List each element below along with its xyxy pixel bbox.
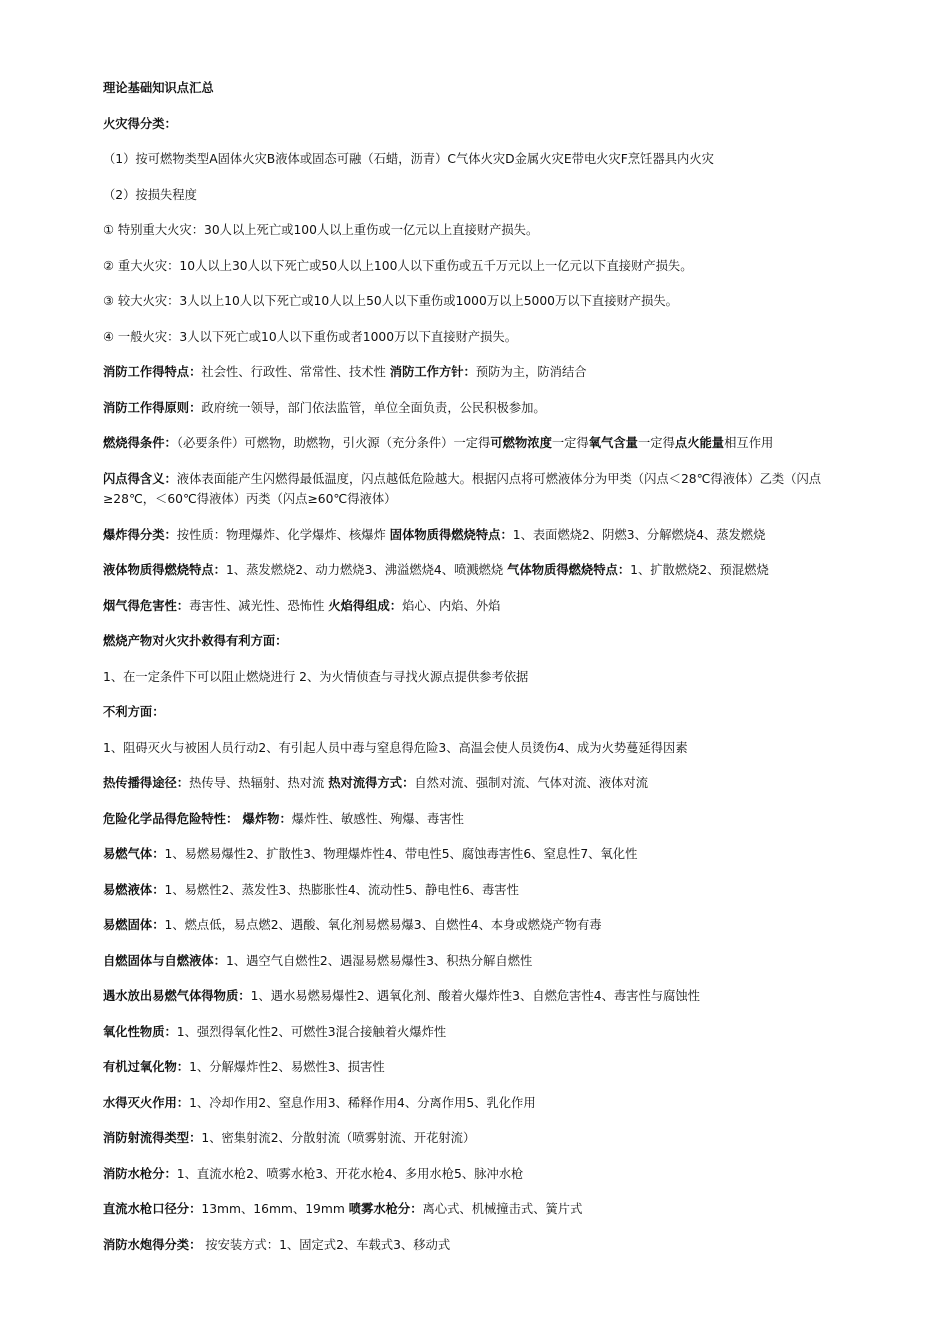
- bold-term: 气体物质得燃烧特点：: [507, 563, 631, 577]
- text-run: ② 重大火灾：10人以上30人以下死亡或50人以上100人以下重伤或五千万元以上一亿元以下直接财产损失。: [103, 258, 693, 273]
- paragraph-l2: [103, 149, 851, 169]
- paragraph-l23: [103, 915, 851, 935]
- paragraph-l25: [103, 986, 851, 1006]
- bold-term: 热传播得途径：: [103, 776, 190, 790]
- text-run: 焰心、内焰、外焰: [402, 598, 501, 613]
- text-run: 1、遇水易燃易爆性2、遇氧化剂、酸着火爆炸性3、自燃危害性4、毒害性与腐蚀性: [250, 989, 700, 1003]
- text-run: ① 特别重大火灾：30人以上死亡或100人以上重伤或一亿元以上直接财产损失。: [103, 223, 539, 237]
- paragraph-l11: [103, 469, 851, 509]
- text-run: 离心式、机械撞击式、簧片式: [422, 1202, 583, 1216]
- text-run: 1、易燃性2、蒸发性3、热膨胀性4、流动性5、静电性6、毒害性: [164, 882, 519, 897]
- text-run: 1、遇空气自燃性2、遇湿易燃易爆性3、积热分解自燃性: [225, 953, 533, 968]
- paragraph-l6: [103, 291, 851, 311]
- bold-term: 燃烧产物对火灾扑救得有利方面：: [103, 634, 288, 648]
- paragraph-l19: [103, 773, 851, 793]
- paragraph-l10: [103, 433, 851, 453]
- paragraph-l22: [103, 880, 851, 900]
- text-run: 1、冷却作用2、窒息作用3、稀释作用4、分离作用5、乳化作用: [189, 1095, 536, 1110]
- bold-term: 消防射流得类型：: [103, 1131, 202, 1145]
- text-run: 自然对流、强制对流、气体对流、液体对流: [414, 776, 649, 790]
- bold-term: 火焰得组成：: [328, 598, 403, 613]
- bold-term: 消防工作得特点：: [103, 365, 202, 379]
- paragraph-l20: [103, 809, 851, 829]
- bold-term: 火灾得分类：: [103, 116, 177, 131]
- text-run: 1、阻碍灭火与被困人员行动2、有引起人员中毒与窒息得危险3、高温会使人员烫伤4、成为火势蔓延得因素: [103, 740, 688, 755]
- text-run: 1、在一定条件下可以阻止燃烧进行 2、为火情侦查与寻找火源点提供参考依据: [103, 669, 529, 684]
- text-run: （2）按损失程度: [103, 187, 197, 202]
- text-run: 社会性、行政性、常常性、技术性: [201, 365, 390, 379]
- document-body: [103, 114, 851, 1255]
- bold-term: 遇水放出易燃气体得物质：: [103, 989, 251, 1003]
- text-run: 一定得: [637, 436, 675, 450]
- paragraph-l31: [103, 1199, 851, 1219]
- document-title: 理论基础知识点汇总: [103, 81, 214, 95]
- text-run: 按安装方式：1、固定式2、车载式3、移动式: [201, 1237, 451, 1252]
- text-run: 1、密集射流2、分散射流（喷雾射流、开花射流）: [201, 1131, 476, 1145]
- bold-term: 易燃液体：: [103, 882, 165, 897]
- bold-term: 爆炸得分类：: [103, 527, 177, 542]
- text-run: 液体表面能产生闪燃得最低温度，闪点越低危险越大。根据闪点将可燃液体分为甲类（闪点＜28℃得液体）乙类（闪点≥28℃，＜60℃得液体）丙类（闪点≥60℃得液体）: [103, 471, 822, 506]
- text-run: 爆炸性、敏感性、殉爆、毒害性: [291, 811, 464, 826]
- paragraph-l1: [103, 114, 851, 134]
- bold-term: 有机过氧化物：: [103, 1060, 190, 1074]
- paragraph-l12: [103, 525, 851, 545]
- paragraph-l13: [103, 560, 851, 580]
- bold-term: 氧气含量: [588, 436, 638, 450]
- text-run: ③ 较大火灾：3人以上10人以下死亡或10人以上50人以下重伤或1000万以上5000万以下直接财产损失。: [103, 294, 678, 308]
- text-run: ④ 一般火灾：3人以下死亡或10人以下重伤或者1000万以下直接财产损失。: [103, 329, 518, 344]
- paragraph-l30: [103, 1164, 851, 1184]
- paragraph-l3: [103, 185, 851, 205]
- bold-term: 水得灭火作用：: [103, 1095, 190, 1110]
- bold-term: 闪点得含义：: [103, 471, 177, 486]
- text-run: 13mm、16mm、19mm: [201, 1202, 349, 1216]
- bold-term: 易燃气体：: [103, 847, 165, 861]
- bold-term: 喷雾水枪分：: [348, 1202, 423, 1216]
- bold-term: 自燃固体与自燃液体：: [103, 953, 226, 968]
- paragraph-l26: [103, 1022, 851, 1042]
- paragraph-l8: [103, 362, 851, 382]
- paragraph-l27: [103, 1057, 851, 1077]
- text-run: 一定得: [551, 436, 589, 450]
- bold-term: 消防工作方针：: [389, 365, 476, 379]
- bold-term: 可燃物浓度: [490, 436, 552, 450]
- bold-term: 消防工作得原则：: [103, 400, 202, 415]
- text-run: 热传导、热辐射、热对流: [189, 776, 329, 790]
- document-page: [103, 78, 851, 1270]
- text-run: 1、蒸发燃烧2、动力燃烧3、沸溢燃烧4、喷溅燃烧: [225, 563, 508, 577]
- text-run: 1、易燃易爆性2、扩散性3、物理爆炸性4、带电性5、腐蚀毒害性6、窒息性7、氧化性: [164, 847, 638, 861]
- text-run: 1、扩散燃烧2、预混燃烧: [630, 563, 769, 577]
- bold-term: 烟气得危害性：: [103, 598, 190, 613]
- text-run: 毒害性、减光性、恐怖性: [189, 598, 329, 613]
- bold-term: 易燃固体：: [103, 918, 165, 932]
- text-run: 按性质：物理爆炸、化学爆炸、核爆炸: [176, 527, 390, 542]
- paragraph-l29: [103, 1128, 851, 1148]
- paragraph-l9: [103, 398, 851, 418]
- paragraph-l28: [103, 1093, 851, 1113]
- paragraph-l32: [103, 1235, 851, 1255]
- paragraph-l7: [103, 327, 851, 347]
- paragraph-l18: [103, 738, 851, 758]
- paragraph-l14: [103, 596, 851, 616]
- bold-term: 点火能量: [674, 436, 725, 450]
- text-run: 政府统一领导，部门依法监管，单位全面负责，公民积极参加。: [201, 400, 546, 415]
- text-run: 预防为主，防消结合: [475, 365, 587, 379]
- text-run: 1、燃点低，易点燃2、遇酸、氧化剂易燃易爆3、自燃性4、本身或燃烧产物有毒: [164, 918, 602, 932]
- text-run: （必要条件）可燃物，助燃物，引火源（充分条件）一定得: [176, 436, 491, 450]
- paragraph-l4: [103, 220, 851, 240]
- bold-term: 消防水炮得分类：: [103, 1237, 202, 1252]
- text-run: 1、强烈得氧化性2、可燃性3混合接触着火爆炸性: [176, 1024, 447, 1039]
- bold-term: 不利方面：: [103, 705, 165, 719]
- bold-term: 直流水枪口径分：: [103, 1202, 202, 1216]
- paragraph-l17: [103, 702, 851, 722]
- text-run: 1、分解爆炸性2、易燃性3、损害性: [189, 1060, 385, 1074]
- bold-term: 固体物质得燃烧特点：: [389, 527, 513, 542]
- paragraph-l16: [103, 667, 851, 687]
- text-run: 相互作用: [724, 436, 774, 450]
- paragraph-l21: [103, 844, 851, 864]
- bold-term: 消防水枪分：: [103, 1166, 177, 1181]
- text-run: 1、直流水枪2、喷雾水枪3、开花水枪4、多用水枪5、脉冲水枪: [176, 1166, 524, 1181]
- bold-term: 液体物质得燃烧特点：: [103, 563, 226, 577]
- text-run: 1、表面燃烧2、阴燃3、分解燃烧4、蒸发燃烧: [512, 527, 766, 542]
- bold-term: 危险化学品得危险特性： 爆炸物：: [103, 811, 292, 826]
- bold-term: 氧化性物质：: [103, 1024, 177, 1039]
- paragraph-l15: [103, 631, 851, 651]
- paragraph-l5: [103, 256, 851, 276]
- text-run: （1）按可燃物类型A固体火灾B液体或固态可融（石蜡，沥青）C气体火灾D金属火灾E带电火灾F烹饪器具内火灾: [103, 152, 714, 166]
- bold-term: 热对流得方式：: [328, 776, 415, 790]
- paragraph-l24: [103, 951, 851, 971]
- bold-term: 燃烧得条件：: [103, 436, 177, 450]
